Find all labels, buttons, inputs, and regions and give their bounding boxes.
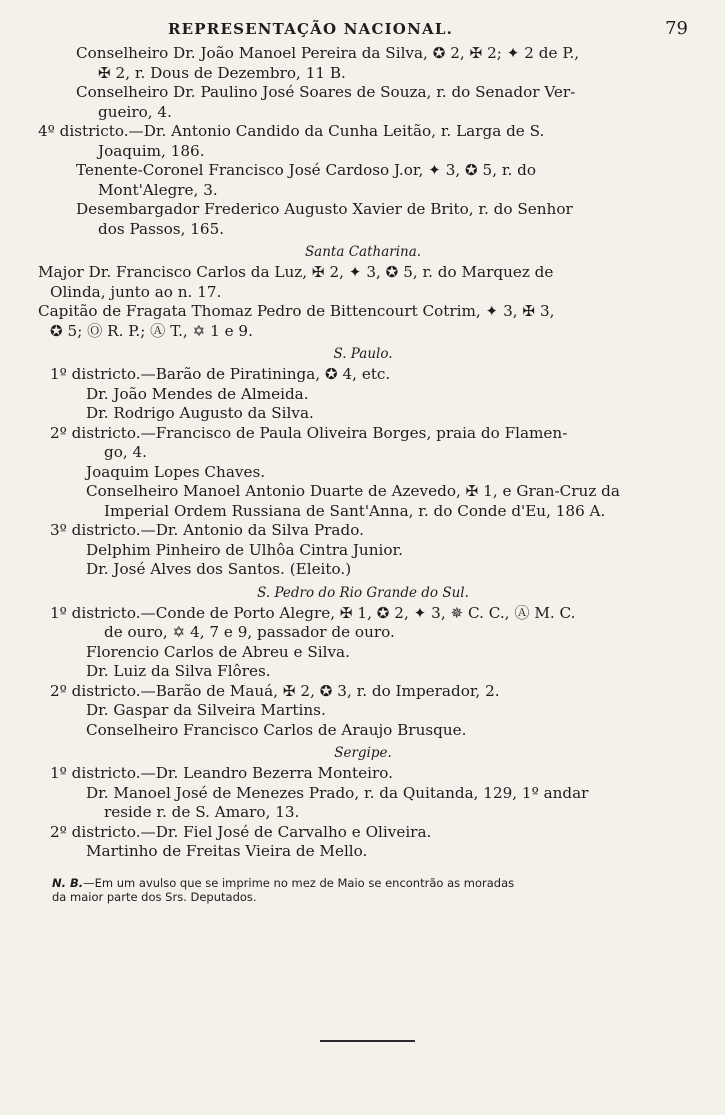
text-line: Dr. João Mendes de Almeida. — [86, 384, 309, 403]
text-line: Dr. Gaspar da Silveira Martins. — [86, 701, 326, 719]
text-line: Desembargador Frederico Augusto Xavier de Brito, r. do Senhor — [76, 200, 573, 218]
text-line: Capitão de Fragata Thomaz Pedro de Bittencourt Cotrim, ✦ 3, ✠ 3, — [38, 302, 555, 320]
text-line: 2º districto.—Barão de Mauá, ✠ 2, ✪ 3, r. do Imperador, 2. — [50, 681, 500, 700]
text-line: Florencio Carlos de Abreu e Silva. — [86, 642, 350, 661]
text-line: Dr. Manoel José de Menezes Prado, r. da Quitanda, 129, 1º andar — [86, 783, 589, 802]
text-line: dos Passos, 165. — [98, 219, 225, 238]
document-page — [38, 18, 688, 904]
text-line: Joaquim, 186. — [98, 141, 205, 160]
text-line: 1º districto.—Dr. Leandro Bezerra Monteiro. — [50, 764, 393, 782]
text-line: Tenente-Coronel Francisco José Cardoso J.or, ✦ 3, ✪ 5, r. do — [76, 161, 536, 179]
footnote-prefix: N. B. — [52, 875, 84, 890]
text-line: de ouro, ✡ 4, 7 e 9, passador de ouro. — [104, 623, 395, 641]
text-line: 4º districto.—Dr. Antonio Candido da Cunha Leitão, r. Larga de S. — [38, 122, 545, 140]
text-line: 2º districto.—Dr. Fiel José de Carvalho e Oliveira. — [50, 822, 432, 841]
text-line: Dr. José Alves dos Santos. (Eleito.) — [86, 560, 352, 578]
text-line: 2º districto.—Francisco de Paula Oliveira Borges, praia do Flamen- — [50, 423, 568, 442]
text-line: Mont'Alegre, 3. — [98, 180, 218, 199]
text-line: 1º districto.—Barão de Piratininga, ✪ 4, etc. — [50, 365, 391, 383]
text-line: 1º districto.—Conde de Porto Alegre, ✠ 1, ✪ 2, ✦ 3, ✵ C. C., Ⓐ M. C. — [50, 603, 576, 622]
text-line: 3º districto.—Dr. Antonio da Silva Prado. — [50, 521, 364, 539]
footnote-line-2: da maior parte dos Srs. Deputados. — [52, 889, 257, 904]
text-line: Delphim Pinheiro de Ulhôa Cintra Junior. — [86, 540, 403, 559]
text-line: Conselheiro Manoel Antonio Duarte de Azevedo, ✠ 1, e Gran-Cruz da — [86, 482, 620, 500]
page-header — [38, 18, 688, 44]
text-line: Dr. Luiz da Silva Flôres. — [86, 662, 271, 680]
text-line: go, 4. — [104, 443, 148, 461]
text-line: Dr. Rodrigo Augusto da Silva. — [86, 404, 314, 422]
page-number: 79 — [665, 18, 688, 39]
text-line: Olinda, junto ao n. 17. — [50, 282, 222, 301]
text-line: Conselheiro Francisco Carlos de Araujo Brusque. — [86, 720, 467, 739]
text-line: Conselheiro Dr. João Manoel Pereira da Silva, ✪ 2, ✠ 2; ✦ 2 de P., — [76, 44, 580, 62]
text-line: ✠ 2, r. Dous de Dezembro, 11 B. — [98, 63, 346, 82]
section-heading: Sergipe. — [334, 745, 392, 761]
text-line: reside r. de S. Amaro, 13. — [104, 803, 300, 821]
text-line: ✪ 5; Ⓞ R. P.; Ⓐ T., ✡ 1 e 9. — [50, 321, 253, 340]
deputy-listing — [38, 44, 688, 862]
running-title: REPRESENTAÇÃO NACIONAL. — [168, 20, 453, 38]
text-line: Imperial Ordem Russiana de Sant'Anna, r. do Conde d'Eu, 186 A. — [104, 501, 606, 520]
closing-rule — [320, 1040, 415, 1042]
text-line: Major Dr. Francisco Carlos da Luz, ✠ 2, ✦ 3, ✪ 5, r. do Marquez de — [38, 263, 554, 281]
section-heading: S. Pedro do Rio Grande do Sul. — [257, 584, 469, 601]
section-heading: S. Paulo. — [333, 346, 393, 362]
text-line: gueiro, 4. — [98, 102, 172, 121]
text-line: Conselheiro Dr. Paulino José Soares de Souza, r. do Senador Ver- — [76, 83, 576, 101]
footnote — [38, 876, 688, 904]
text-line: Martinho de Freitas Vieira de Mello. — [86, 842, 368, 860]
footnote-line-1: —Em um avulso que se imprime no mez de Maio se encontrão as moradas — [83, 875, 515, 890]
text-line: Joaquim Lopes Chaves. — [86, 462, 266, 481]
section-heading: Santa Catharina. — [304, 244, 422, 260]
